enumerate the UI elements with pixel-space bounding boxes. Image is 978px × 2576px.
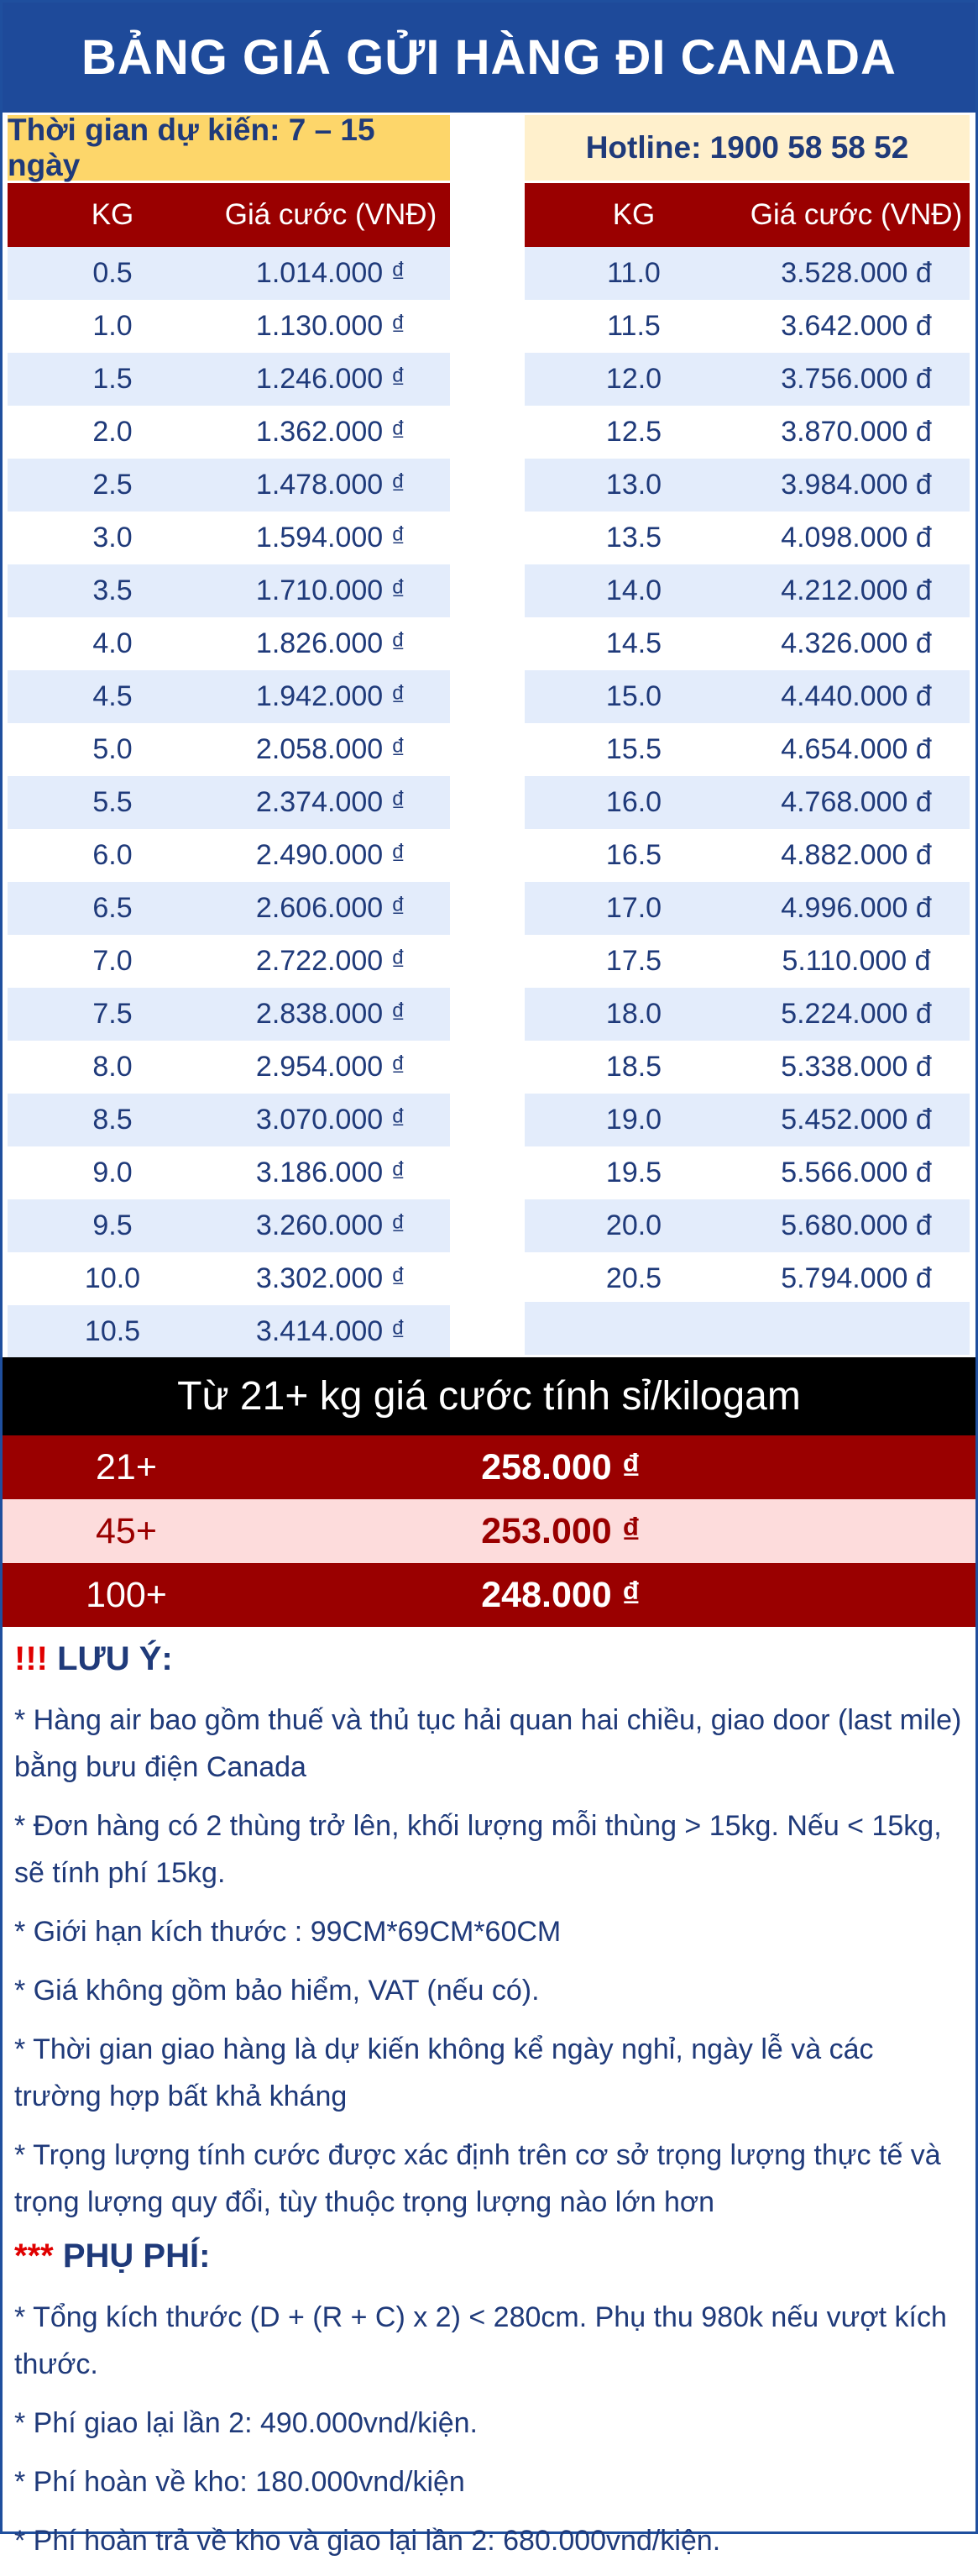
table-row: [8, 1094, 450, 1146]
table-body-left: [8, 247, 450, 1358]
row-kg: 9.0: [92, 1157, 133, 1188]
row-kg: 1.0: [92, 310, 133, 342]
empty-cell: [525, 1302, 970, 1355]
table-row: [525, 300, 970, 353]
row-price: 2.374.000 ₫: [255, 786, 406, 818]
row-price: 4.654.000 đ: [781, 733, 932, 765]
table-row: [525, 882, 970, 935]
bulk-price: 248.000 ₫: [481, 1574, 641, 1615]
row-kg: 0.5: [92, 257, 133, 289]
table-row: [525, 1094, 970, 1146]
row-kg: 20.5: [605, 1262, 662, 1294]
row-price: 5.110.000 đ: [782, 945, 931, 977]
row-kg: 9.5: [92, 1209, 133, 1241]
row-kg: 11.0: [607, 257, 661, 289]
row-kg: 14.0: [605, 574, 662, 606]
table-row: [525, 829, 970, 882]
table-row: [525, 353, 970, 406]
note-item: * Hàng air bao gồm thuế và thủ tục hải quan hai chiều, giao door (last mile) bằng bưu điện Canada: [14, 1704, 962, 1783]
row-kg: 7.5: [92, 998, 133, 1030]
fees-mark: ***: [14, 2238, 54, 2274]
note-item: * Thời gian giao hàng là dự kiến không kể ngày nghỉ, ngày lễ và các trường hợp bất khả kháng: [14, 2033, 874, 2112]
row-kg: 17.0: [605, 892, 662, 924]
row-price: 5.566.000 đ: [781, 1157, 932, 1188]
table-row: [525, 1041, 970, 1094]
row-price: 4.768.000 đ: [781, 786, 932, 818]
row-price: 5.338.000 đ: [781, 1051, 932, 1083]
row-kg: 10.5: [84, 1315, 141, 1347]
row-price: 3.984.000 đ: [781, 469, 932, 501]
table-row: [8, 935, 450, 988]
table-row: [525, 935, 970, 988]
table-row: [8, 564, 450, 617]
bulk-price: 253.000 ₫: [481, 1510, 641, 1551]
table-row: [8, 459, 450, 512]
bulk-price: 258.000 ₫: [481, 1446, 641, 1487]
row-price: 3.302.000 ₫: [255, 1262, 406, 1294]
table-row: [8, 512, 450, 564]
table-row: [525, 617, 970, 670]
fees-heading: [14, 2238, 963, 2275]
note-item: * Phí hoàn trả về kho và giao lại lần 2: 680.000vnd/kiện.: [14, 2525, 721, 2557]
price-table-left: [8, 183, 450, 1358]
row-kg: 13.5: [605, 522, 662, 553]
row-kg: 7.0: [92, 945, 133, 977]
row-price: 1.130.000 ₫: [255, 310, 406, 342]
header-price: Giá cước (VNĐ): [750, 198, 963, 231]
row-price: 1.246.000 ₫: [255, 363, 406, 395]
header-price: Giá cước (VNĐ): [224, 198, 437, 231]
row-price: 4.098.000 đ: [781, 522, 932, 553]
row-kg: 18.0: [605, 998, 662, 1030]
row-kg: 4.0: [92, 627, 133, 659]
bulk-kg: 21+: [96, 1446, 157, 1487]
table-row: [525, 1146, 970, 1199]
row-price: 3.260.000 ₫: [255, 1209, 406, 1241]
row-kg: 3.5: [92, 574, 133, 606]
note-item: * Phí hoàn về kho: 180.000vnd/kiện: [14, 2466, 465, 2498]
table-row: [8, 776, 450, 829]
table-row: [8, 1305, 450, 1358]
row-kg: 18.5: [605, 1051, 662, 1083]
row-kg: 8.0: [92, 1051, 133, 1083]
table-header: [525, 183, 970, 247]
bulk-kg: 45+: [96, 1510, 157, 1551]
delivery-time-label: Thời gian dự kiến: 7 – 15 ngày: [8, 115, 450, 181]
row-kg: 16.5: [605, 839, 662, 871]
table-row: [8, 670, 450, 723]
table-row: [8, 1199, 450, 1252]
page-title: BẢNG GIÁ GỬI HÀNG ĐI CANADA: [3, 3, 975, 113]
row-kg: 5.0: [92, 733, 133, 765]
notes-section: [14, 1640, 963, 2576]
hotline-label: Hotline: 1900 58 58 52: [525, 115, 970, 181]
row-price: 5.452.000 đ: [781, 1104, 932, 1136]
row-price: 1.594.000 ₫: [255, 522, 406, 553]
row-kg: 11.5: [607, 310, 661, 342]
row-price: 3.756.000 đ: [781, 363, 932, 395]
row-kg: 19.0: [605, 1104, 662, 1136]
row-price: 2.838.000 ₫: [255, 998, 406, 1030]
row-kg: 16.0: [605, 786, 662, 818]
row-kg: 2.5: [92, 469, 133, 501]
table-row: [525, 1199, 970, 1252]
note-item: * Giá không gồm bảo hiểm, VAT (nếu có).: [14, 1975, 540, 2007]
note-item: * Đơn hàng có 2 thùng trở lên, khối lượng mỗi thùng > 15kg. Nếu < 15kg, sẽ tính phí 15kg.: [14, 1810, 942, 1889]
row-price: 1.942.000 ₫: [255, 680, 406, 712]
table-row: [8, 1146, 450, 1199]
row-price: 1.710.000 ₫: [255, 574, 406, 606]
table-row: [525, 512, 970, 564]
row-price: 4.212.000 đ: [781, 574, 932, 606]
row-price: 5.794.000 đ: [781, 1262, 932, 1294]
row-kg: 15.5: [605, 733, 662, 765]
bulk-heading: Từ 21+ kg giá cước tính sỉ/kilogam: [3, 1357, 975, 1435]
row-kg: 17.5: [605, 945, 662, 977]
row-price: 5.680.000 đ: [781, 1209, 932, 1241]
row-kg: 5.5: [92, 786, 133, 818]
table-row: [8, 406, 450, 459]
row-price: 4.326.000 đ: [781, 627, 932, 659]
row-price: 3.186.000 ₫: [255, 1157, 406, 1188]
fees-heading-label: PHỤ PHÍ:: [62, 2238, 211, 2274]
table-row: [525, 723, 970, 776]
fees-list: [14, 2294, 963, 2564]
note-item: * Giới hạn kích thước : 99CM*69CM*60CM: [14, 1916, 562, 1948]
note-item: * Trọng lượng tính cước được xác định trên cơ sở trọng lượng thực tế và trọng lượng quy đổi, tùy thuộc trọng lượng nào lớn hơn: [14, 2139, 941, 2218]
price-table-right: [525, 183, 970, 1305]
row-price: 2.058.000 ₫: [255, 733, 406, 765]
table-row: [8, 988, 450, 1041]
row-kg: 8.5: [92, 1104, 133, 1136]
row-price: 4.996.000 đ: [781, 892, 932, 924]
row-kg: 6.0: [92, 839, 133, 871]
row-price: 5.224.000 đ: [781, 998, 932, 1030]
row-price: 3.642.000 đ: [781, 310, 932, 342]
row-price: 1.362.000 ₫: [255, 416, 406, 448]
table-row: [525, 988, 970, 1041]
bulk-kg: 100+: [86, 1574, 167, 1615]
row-price: 1.014.000 ₫: [255, 257, 406, 289]
table-row: [8, 1252, 450, 1305]
row-price: 2.490.000 ₫: [255, 839, 406, 871]
header-kg: KG: [91, 198, 134, 231]
notes-list: [14, 1697, 963, 2226]
row-price: 1.478.000 ₫: [255, 469, 406, 501]
row-price: 2.954.000 ₫: [255, 1051, 406, 1083]
table-row: [8, 247, 450, 300]
row-price: 1.826.000 ₫: [255, 627, 406, 659]
row-kg: 2.0: [92, 416, 133, 448]
row-price: 3.870.000 đ: [781, 416, 932, 448]
row-kg: 13.0: [605, 469, 662, 501]
bulk-row: [3, 1563, 975, 1627]
row-kg: 20.0: [605, 1209, 662, 1241]
row-kg: 10.0: [84, 1262, 141, 1294]
table-row: [8, 617, 450, 670]
row-price: 3.528.000 đ: [781, 257, 932, 289]
table-row: [525, 564, 970, 617]
header-kg: KG: [612, 198, 656, 231]
notes-heading: [14, 1640, 963, 1678]
row-price: 2.722.000 ₫: [255, 945, 406, 977]
table-row: [525, 776, 970, 829]
row-price: 4.882.000 đ: [781, 839, 932, 871]
bulk-row: [3, 1435, 975, 1499]
note-item: * Tổng kích thước (D + (R + C) x 2) < 280cm. Phụ thu 980k nếu vượt kích thước.: [14, 2301, 947, 2380]
row-kg: 12.5: [605, 416, 662, 448]
notes-heading-label: LƯU Ý:: [57, 1640, 173, 1677]
row-kg: 15.0: [605, 680, 662, 712]
table-row: [525, 247, 970, 300]
table-row: [8, 1041, 450, 1094]
row-kg: 19.5: [605, 1157, 662, 1188]
bulk-row: [3, 1499, 975, 1563]
table-row: [8, 829, 450, 882]
table-row: [8, 300, 450, 353]
table-row: [8, 353, 450, 406]
row-kg: 3.0: [92, 522, 133, 553]
warning-mark: !!!: [14, 1640, 48, 1677]
row-kg: 14.5: [605, 627, 662, 659]
row-kg: 1.5: [92, 363, 133, 395]
row-price: 4.440.000 đ: [781, 680, 932, 712]
table-body-right: [525, 247, 970, 1305]
row-kg: 6.5: [92, 892, 133, 924]
row-price: 2.606.000 ₫: [255, 892, 406, 924]
row-price: 3.414.000 ₫: [255, 1315, 406, 1347]
table-header: [8, 183, 450, 247]
table-row: [525, 459, 970, 512]
table-row: [525, 406, 970, 459]
table-row: [8, 723, 450, 776]
table-row: [525, 1252, 970, 1305]
table-row: [525, 670, 970, 723]
table-row: [8, 882, 450, 935]
row-kg: 4.5: [92, 680, 133, 712]
row-kg: 12.0: [605, 363, 662, 395]
row-price: 3.070.000 ₫: [255, 1104, 406, 1136]
note-item: * Phí giao lại lần 2: 490.000vnd/kiện.: [14, 2407, 478, 2439]
